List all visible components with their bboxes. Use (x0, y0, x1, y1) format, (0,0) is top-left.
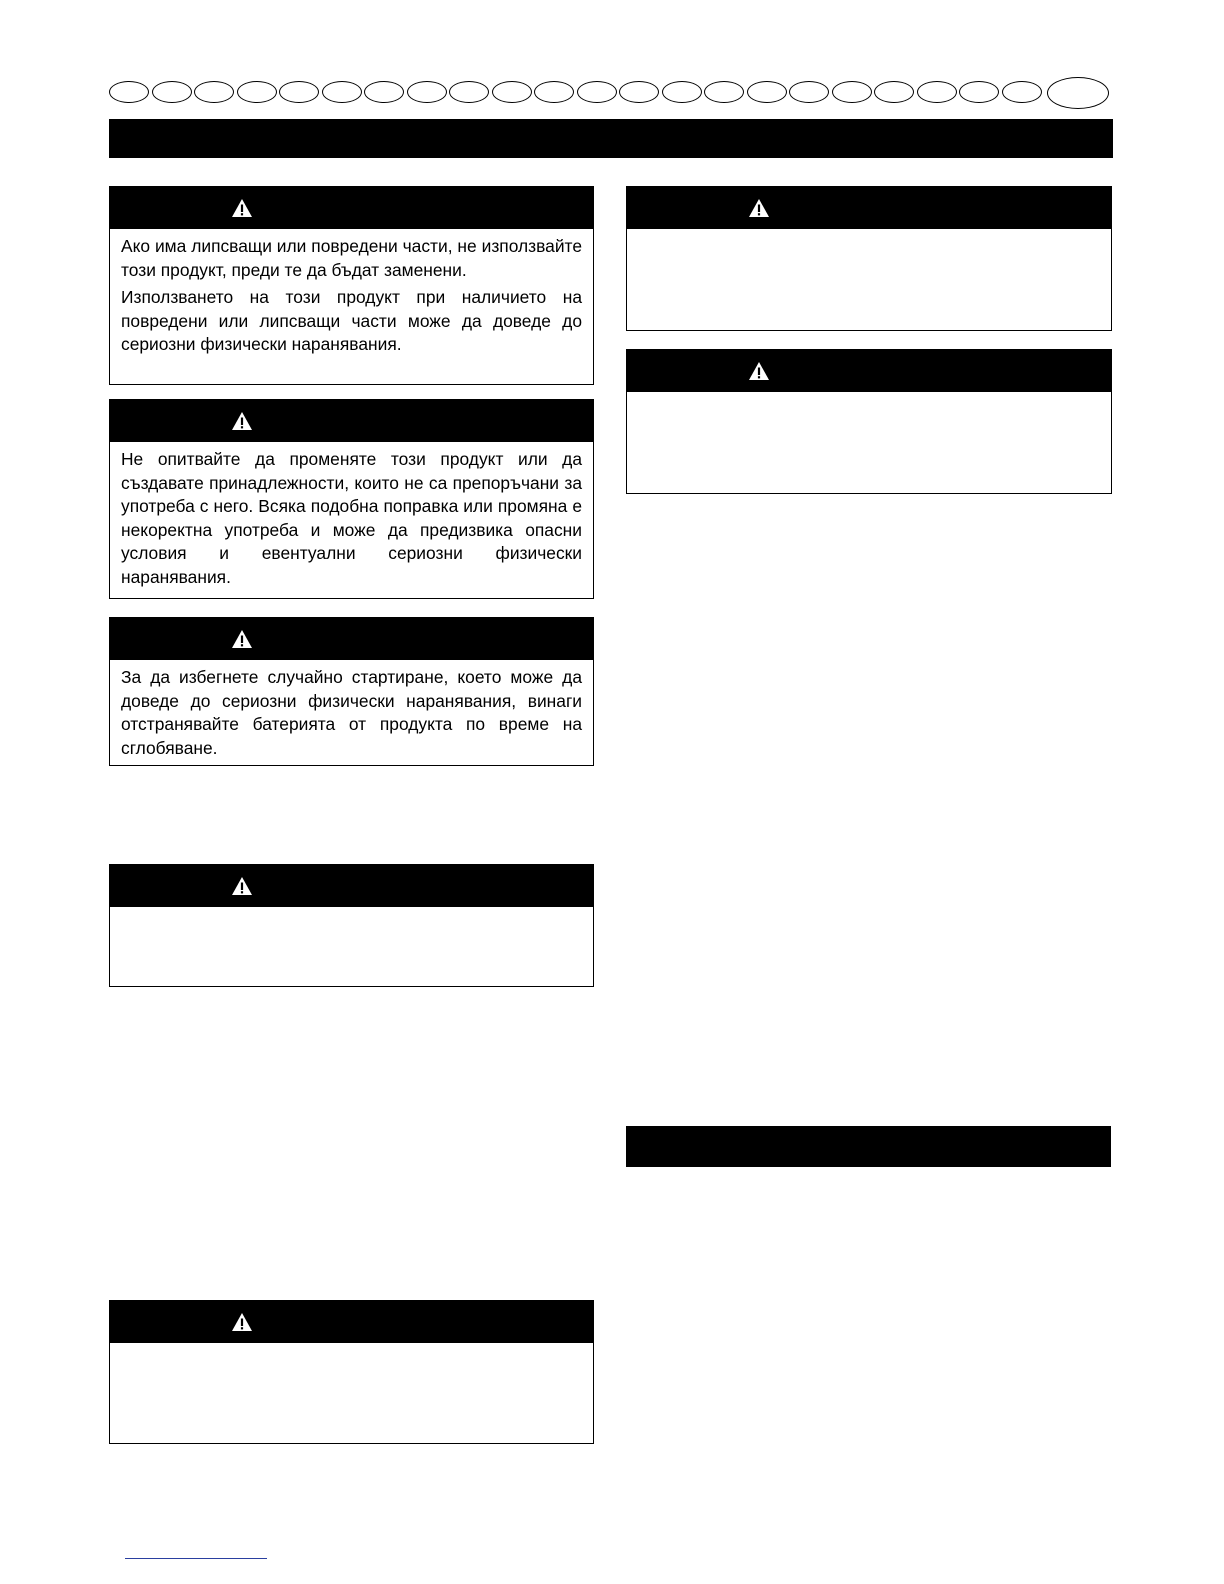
warning-header (627, 187, 1111, 229)
language-tab[interactable] (152, 81, 192, 103)
page-title-bar (109, 119, 1113, 158)
language-tab[interactable] (1002, 81, 1042, 103)
language-tab[interactable] (194, 81, 234, 103)
warning-triangle-icon (231, 876, 253, 896)
language-tab[interactable] (874, 81, 914, 103)
language-tab[interactable] (449, 81, 489, 103)
warning-text: Ако има липсващи или повредени части, не използвайте този продукт, преди те да бъдат заменени. (121, 236, 582, 280)
warning-triangle-icon (231, 411, 253, 431)
warning-box-no-modification (109, 399, 594, 599)
warning-box-blank (109, 1300, 594, 1444)
warning-triangle-icon (748, 198, 770, 218)
language-tab[interactable] (407, 81, 447, 103)
language-tab[interactable] (662, 81, 702, 103)
section-heading-bar (626, 1126, 1111, 1167)
language-tab-active[interactable] (1047, 77, 1109, 109)
language-tab[interactable] (237, 81, 277, 103)
language-tab[interactable] (279, 81, 319, 103)
warning-header (110, 187, 593, 229)
warning-text: Използването на този продукт при наличието на повредени или липсващи части може да доведе до сериозни физически наранявания. (121, 287, 582, 354)
warning-triangle-icon (748, 361, 770, 381)
language-tab[interactable] (832, 81, 872, 103)
warning-box-accidental-start (109, 617, 594, 766)
language-tab[interactable] (619, 81, 659, 103)
language-tab[interactable] (322, 81, 362, 103)
warning-text: За да избегнете случайно стартиране, което може да доведе до сериозни физически наранявания, винаги отстранявайте батерията от продукта по време на сглобяване. (121, 667, 582, 758)
language-tab[interactable] (109, 81, 149, 103)
warning-header (110, 400, 593, 442)
language-tab[interactable] (747, 81, 787, 103)
language-tab[interactable] (534, 81, 574, 103)
warning-text: Не опитвайте да променяте този продукт или да създавате принадлежности, които не са препоръчани за употреба с него. Всяка подобна поправка или промяна е некоректна употреба и може да предизвика опасни условия и евентуални сериозни физически наранявания. (121, 449, 582, 587)
warning-box-blank (626, 186, 1112, 331)
language-tabs (109, 77, 1109, 109)
language-tab[interactable] (789, 81, 829, 103)
warning-box-blank (109, 864, 594, 987)
warning-triangle-icon (231, 629, 253, 649)
language-tab[interactable] (959, 81, 999, 103)
language-tab[interactable] (364, 81, 404, 103)
warning-header (110, 618, 593, 660)
language-tab[interactable] (704, 81, 744, 103)
warning-box-blank (626, 349, 1112, 494)
warning-header (110, 865, 593, 907)
language-tab[interactable] (492, 81, 532, 103)
footer-rule (125, 1558, 267, 1559)
language-tab[interactable] (577, 81, 617, 103)
warning-header (627, 350, 1111, 392)
warning-triangle-icon (231, 1312, 253, 1332)
language-tab[interactable] (917, 81, 957, 103)
warning-header (110, 1301, 593, 1343)
warning-triangle-icon (231, 198, 253, 218)
warning-box-missing-parts (109, 186, 594, 385)
